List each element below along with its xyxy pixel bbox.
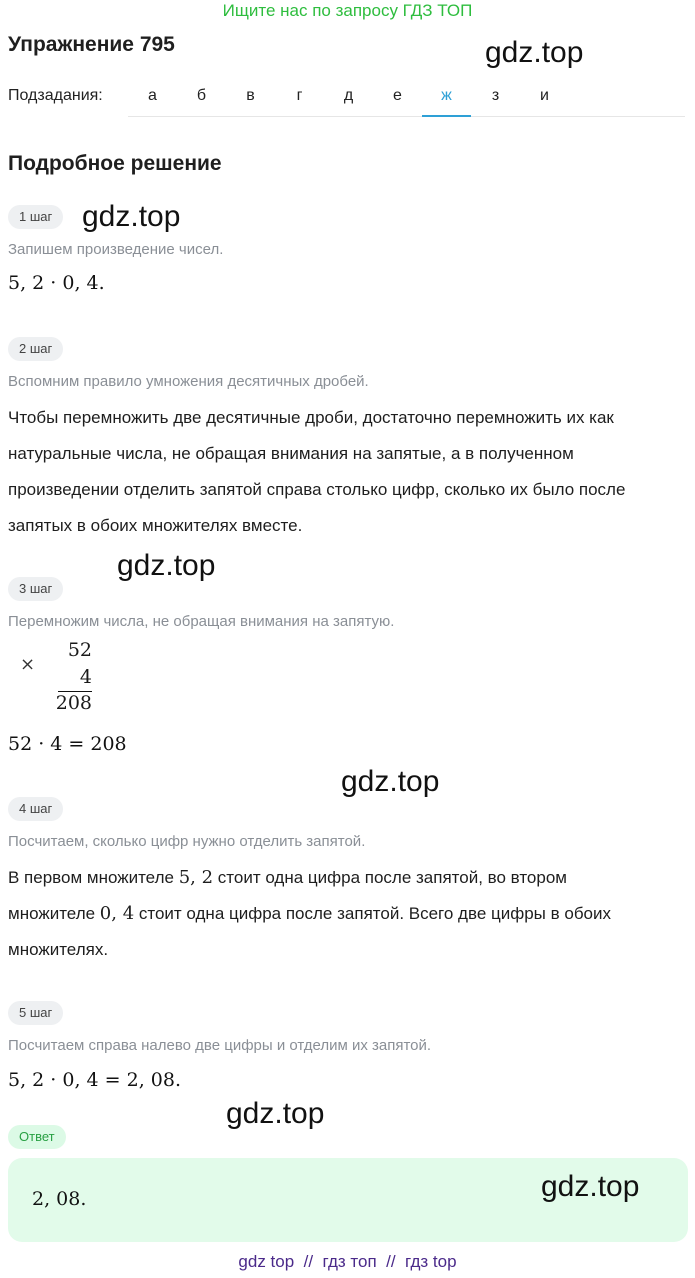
watermark: gdz.top: [341, 765, 440, 798]
step-text-line: В первом множителе 5, 2 стоит одна цифра после запятой, во втором: [8, 867, 567, 888]
subtask-tab-a[interactable]: а: [148, 87, 157, 104]
subtasks-label: Подзадания:: [8, 87, 103, 104]
footer-link-gdz-top-ru[interactable]: гдз топ: [322, 1252, 377, 1271]
subtask-tab-v[interactable]: в: [246, 87, 255, 104]
watermark: gdz.top: [226, 1097, 325, 1130]
subtask-tab-b[interactable]: б: [196, 87, 207, 104]
rule-text-line: запятых в обоих множителях вместе.: [8, 516, 303, 535]
subtask-tab-zh[interactable]: ж: [422, 80, 471, 116]
step-math: 5, 2 · 0, 4 = 2, 08.: [8, 1069, 182, 1091]
column-result: 208: [55, 692, 92, 714]
watermark: gdz.top: [541, 1170, 640, 1203]
step-hint: Посчитаем, сколько цифр нужно отделить запятой.: [8, 833, 366, 850]
subtask-tab-e[interactable]: е: [393, 87, 402, 104]
step-math: 52 · 4 = 208: [8, 733, 127, 755]
subtask-tab-g[interactable]: г: [296, 87, 303, 104]
step-badge: 1 шаг: [8, 205, 63, 229]
step-badge: 4 шаг: [8, 797, 63, 821]
step-hint: Запишем произведение чисел.: [8, 241, 224, 258]
subtasks-tabs: [128, 80, 685, 117]
answer-value: 2, 08.: [32, 1188, 87, 1210]
footer-link-gdz-top[interactable]: gdz top: [238, 1252, 295, 1271]
step-badge: 2 шаг: [8, 337, 63, 361]
column-top: 52: [67, 639, 92, 661]
rule-text-line: Чтобы перемножить две десятичные дроби, достаточно перемножить их как: [8, 408, 614, 427]
step-text-line: множителях.: [8, 940, 109, 959]
subtask-tab-z[interactable]: з: [491, 87, 500, 104]
step-math: 5, 2 · 0, 4.: [8, 272, 105, 294]
column-bottom: 4: [79, 666, 92, 688]
step-hint: Перемножим числа, не обращая внимания на запятую.: [8, 613, 395, 630]
answer-badge: Ответ: [8, 1125, 66, 1149]
watermark: gdz.top: [82, 200, 181, 233]
step-hint: Вспомним правило умножения десятичных дробей.: [8, 373, 369, 390]
footer-separator: //: [386, 1252, 396, 1271]
rule-text-line: произведении отделить запятой справа столько цифр, сколько их было после: [8, 480, 626, 499]
multiply-sign: ×: [20, 654, 36, 675]
search-banner: Ищите нас по запросу ГДЗ ТОП: [222, 1, 473, 20]
solution-title: Подробное решение: [8, 152, 222, 175]
watermark: gdz.top: [485, 36, 584, 69]
footer-links: [0, 1252, 695, 1272]
step-badge: 5 шаг: [8, 1001, 63, 1025]
subtask-tab-i[interactable]: и: [540, 87, 549, 104]
footer-link-gdz-top-mixed[interactable]: гдз top: [405, 1252, 457, 1271]
page-title: Упражнение 795: [8, 33, 175, 56]
footer-separator: //: [303, 1252, 314, 1271]
rule-text-line: натуральные числа, не обращая внимания на запятые, а в полученном: [8, 444, 574, 463]
watermark: gdz.top: [117, 549, 216, 582]
step-badge: 3 шаг: [8, 577, 63, 601]
step-hint: Посчитаем справа налево две цифры и отделим их запятой.: [8, 1037, 432, 1054]
subtask-tab-d[interactable]: д: [343, 87, 354, 104]
step-text-line: множителе 0, 4 стоит одна цифра после запятой. Всего две цифры в обоих: [8, 903, 612, 924]
